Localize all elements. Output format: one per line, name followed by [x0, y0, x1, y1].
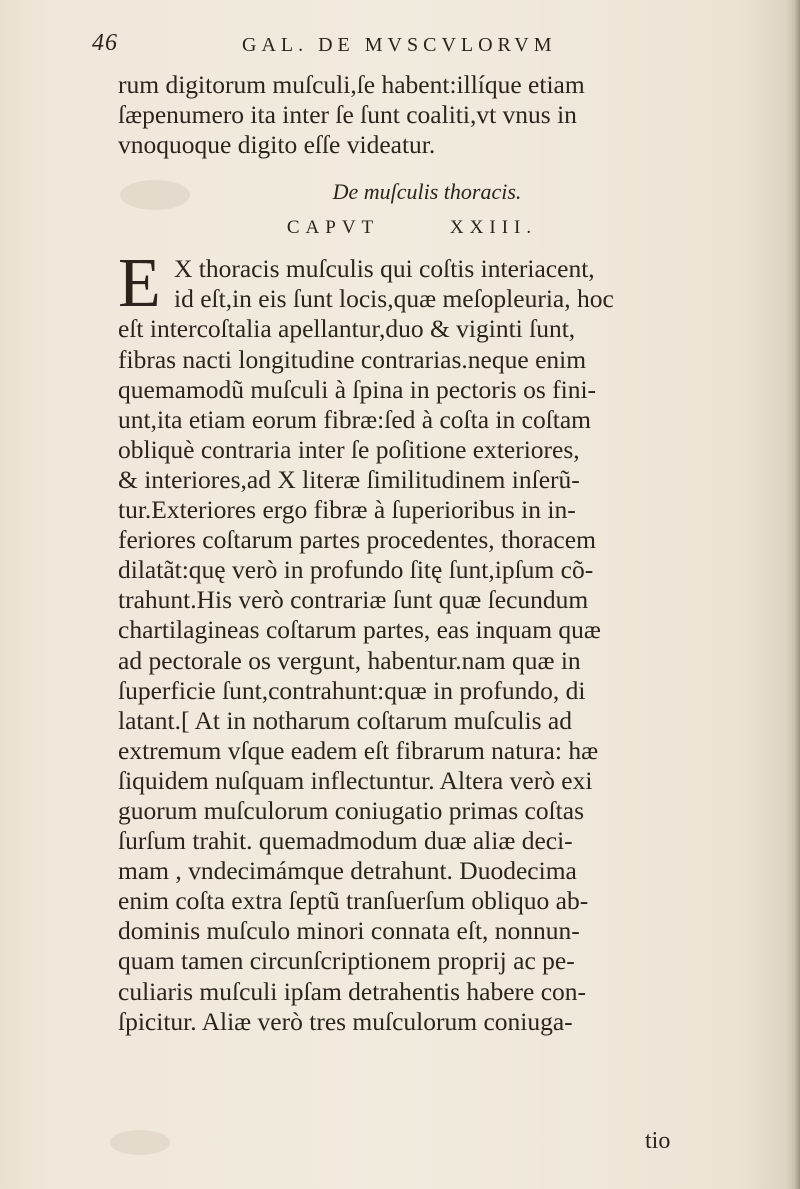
text-line: latant.[ At in notharum coſtarum muſculis ad [118, 705, 572, 735]
text-line: chartilagineas coſtarum partes, eas inquam quæ [118, 615, 601, 645]
text-line: rum digitorum muſculi,ſe habent:illíque etiam [118, 70, 585, 99]
page-stain [110, 1130, 170, 1155]
page-number: 46 [92, 30, 118, 56]
chapter-number: XXIII. [449, 217, 538, 239]
text-line: ſiquidem nuſquam inflectuntur. Altera verò exi [118, 765, 593, 795]
text-line: quam tamen circunſcriptionem proprij ac pe- [118, 946, 575, 976]
chapter-word: CAPVT [286, 217, 380, 239]
catchword: tio [645, 1128, 671, 1154]
text-line: fibras nacti longitudine contrarias.neque enim [118, 344, 587, 374]
drop-cap: E [118, 245, 161, 323]
text-line: & interiores,ad X literæ ſimilitudinem inſerũ- [118, 464, 580, 494]
text-line: tur.Exteriores ergo fibræ à ſuperioribus in in- [118, 495, 576, 525]
page-edge-shadow [786, 0, 800, 1189]
text-line: vnoquoque digito eſſe videatur. [118, 130, 436, 160]
paragraph [118, 245, 706, 1036]
text-line: ſuperficie ſunt,contrahunt:quæ in profundo, di [118, 675, 586, 705]
text-line: enim coſta extra ſeptũ tranſuerſum obliquo ab- [118, 886, 589, 916]
text-line: ſpicitur. Aliæ verò tres muſculorum coniuga- [118, 1006, 573, 1036]
text-line: ſurſum trahit. quemadmodum duæ aliæ deci- [118, 826, 573, 856]
text-line: quemamodũ muſculi à ſpina in pectoris os fini- [118, 374, 597, 404]
section-title: De muſculis thoracis. [332, 179, 522, 205]
text-line: X thoracis muſculis qui coſtis interiacent, [174, 254, 595, 284]
text-line: unt,ita etiam eorum fibræ:ſed à coſta in coſtam [118, 404, 592, 434]
text-line: id eſt,in eis ſunt locis,quæ meſopleuria, hoc [174, 284, 614, 314]
text-line: eſt intercoſtalia apellantur,duo & viginti ſunt, [118, 314, 576, 344]
text-line: ad pectorale os vergunt, habentur.nam quæ in [118, 645, 581, 675]
text-line: trahunt.His verò contrariæ ſunt quæ ſecundum [118, 585, 589, 615]
text-line: culiaris muſculi ipſam detrahentis habere con- [118, 976, 587, 1006]
running-head: GAL. DE MVSCVLORVM [242, 34, 557, 56]
text-line: dilatãt:quę verò in profundo ſitę ſunt,ipſum cõ- [118, 555, 594, 585]
page-header [92, 30, 652, 66]
text-line: obliquè contraria inter ſe poſitione exteriores, [118, 434, 580, 464]
text-line: feriores coſtarum partes procedentes, thoracem [118, 525, 596, 555]
text-line: guorum muſculorum coniugatio primas coſtas [118, 795, 584, 825]
text-line: mam , vndecimámque detrahunt. Duodecima [118, 856, 577, 886]
text-block [118, 70, 706, 1037]
text-line: dominis muſculo minori connata eſt, nonnun- [118, 916, 580, 946]
text-line: extremum vſque eadem eſt fibrarum natura: hæ [118, 735, 599, 765]
chapter-heading [118, 208, 706, 248]
text-line: ſæpenumero ita inter ſe ſunt coaliti,vt vnus in [118, 100, 577, 130]
